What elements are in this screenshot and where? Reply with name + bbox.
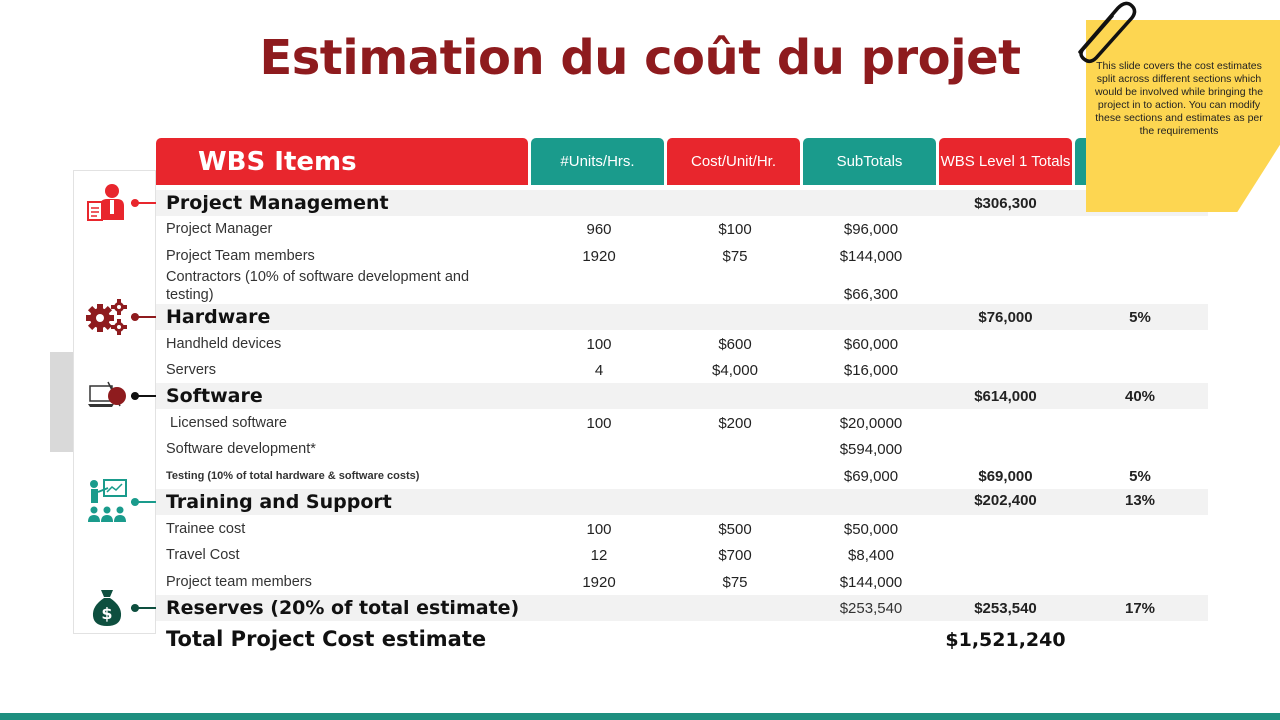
training-icon xyxy=(86,478,130,524)
bottom-accent-bar xyxy=(0,713,1280,720)
row-pct: 40% xyxy=(1124,387,1156,405)
row-cost: $75 xyxy=(722,573,748,591)
connector-dot xyxy=(131,498,139,506)
row-wbs1: $614,000 xyxy=(974,387,1037,405)
connector-dot xyxy=(131,313,139,321)
header-subtotals: SubTotals xyxy=(803,138,936,188)
table-row xyxy=(156,357,1208,383)
connector-hardware xyxy=(131,316,156,318)
connector-training xyxy=(131,501,156,503)
table-row-section xyxy=(156,190,1208,216)
row-units: 100 xyxy=(586,520,612,538)
header-units: #Units/Hrs. xyxy=(531,138,664,188)
table-row xyxy=(156,462,1208,490)
row-item: Servers xyxy=(166,362,216,378)
row-item: Licensed software xyxy=(166,415,287,431)
row-pct: 5% xyxy=(1129,467,1151,485)
row-item: Software development* xyxy=(166,441,316,457)
row-subtotal: $253,540 xyxy=(839,599,903,617)
row-item: Hardware xyxy=(166,306,271,328)
row-cost: $75 xyxy=(722,247,748,265)
total-value: $1,521,240 xyxy=(945,629,1066,651)
row-cost: $700 xyxy=(718,546,752,564)
row-wbs1: $306,300 xyxy=(974,194,1037,212)
table-row xyxy=(156,242,1208,270)
row-wbs1: $69,000 xyxy=(978,467,1033,485)
row-units: 100 xyxy=(586,335,612,353)
table-row xyxy=(156,216,1208,242)
row-subtotal: $50,000 xyxy=(843,520,899,538)
row-units: 4 xyxy=(594,361,604,379)
row-wbs1: $76,000 xyxy=(978,308,1033,326)
row-cost: $4,000 xyxy=(712,361,758,379)
row-item: Project Manager xyxy=(166,221,273,237)
row-pct: 13% xyxy=(1124,491,1156,509)
row-item: Project team members xyxy=(166,574,312,590)
row-item: Project Team members xyxy=(166,248,315,264)
row-item: Handheld devices xyxy=(166,336,282,352)
row-cost: $600 xyxy=(718,335,752,353)
table-row xyxy=(156,409,1208,437)
row-subtotal: $594,000 xyxy=(839,440,903,458)
header-wbs-items: WBS Items xyxy=(156,138,528,188)
row-item: Travel Cost xyxy=(166,547,240,563)
table-row xyxy=(156,515,1208,543)
gears-icon xyxy=(86,298,130,336)
total-label: Total Project Cost estimate xyxy=(166,627,487,651)
row-subtotal: $16,000 xyxy=(843,361,899,379)
paperclip-icon xyxy=(1070,0,1140,64)
row-pct: 5% xyxy=(1129,308,1151,326)
row-subtotal: $8,400 xyxy=(848,546,894,564)
row-subtotal: $66,300 xyxy=(843,285,899,303)
software-icon xyxy=(88,380,130,412)
table-row xyxy=(156,542,1208,568)
connector-dot xyxy=(131,199,139,207)
row-units: 1920 xyxy=(582,573,616,591)
connector-dot xyxy=(131,604,139,612)
table-row-section xyxy=(156,383,1208,409)
row-cost: $100 xyxy=(718,220,752,238)
row-item: Contractors (10% of software development and testing) xyxy=(166,269,470,303)
row-cost: $500 xyxy=(718,520,752,538)
row-item: Trainee cost xyxy=(166,521,246,537)
row-subtotal: $60,000 xyxy=(843,335,899,353)
row-subtotal: $144,000 xyxy=(839,573,903,591)
row-item: Reserves (20% of total estimate) xyxy=(166,597,520,619)
connector-software xyxy=(131,395,156,397)
row-item: Training and Support xyxy=(166,491,392,513)
connector-reserves xyxy=(131,607,156,609)
svg-text:$: $ xyxy=(101,604,113,623)
row-subtotal: $69,000 xyxy=(843,467,899,485)
header-cost-unit: Cost/Unit/Hr. xyxy=(667,138,800,188)
table-row xyxy=(156,330,1208,358)
row-item: Software xyxy=(166,385,263,407)
row-wbs1: $202,400 xyxy=(974,491,1037,509)
money-bag-icon xyxy=(91,588,123,628)
table-row xyxy=(156,268,1208,304)
header-wbs-level1: WBS Level 1 Totals xyxy=(939,138,1072,188)
table-row-section xyxy=(156,595,1208,621)
row-item: Testing (10% of total hardware & software costs) xyxy=(166,470,420,482)
row-units: 960 xyxy=(586,220,612,238)
row-cost: $200 xyxy=(718,414,752,432)
row-subtotal: $20,0000 xyxy=(839,414,903,432)
row-item: Project Management xyxy=(166,192,389,214)
row-units: 1920 xyxy=(582,247,616,265)
row-wbs1: $253,540 xyxy=(974,599,1037,617)
page-title: Estimation du coût du projet xyxy=(259,30,1021,86)
table-row xyxy=(156,568,1208,596)
table-row-section xyxy=(156,304,1208,330)
row-pct: 17% xyxy=(1124,599,1156,617)
row-subtotal: $144,000 xyxy=(839,247,903,265)
row-subtotal: $96,000 xyxy=(843,220,899,238)
table-row-section xyxy=(156,489,1208,515)
connector-project-management xyxy=(131,202,156,204)
table-row xyxy=(156,436,1208,462)
connector-dot xyxy=(131,392,139,400)
sticky-note-text: This slide covers the cost estimates split across different sections which would be involved while bringing the project in to action. You can modify these sections and estimates as per the requirements xyxy=(1094,60,1264,137)
row-units: 100 xyxy=(586,414,612,432)
row-units: 12 xyxy=(590,546,608,564)
presenter-icon xyxy=(86,182,130,222)
